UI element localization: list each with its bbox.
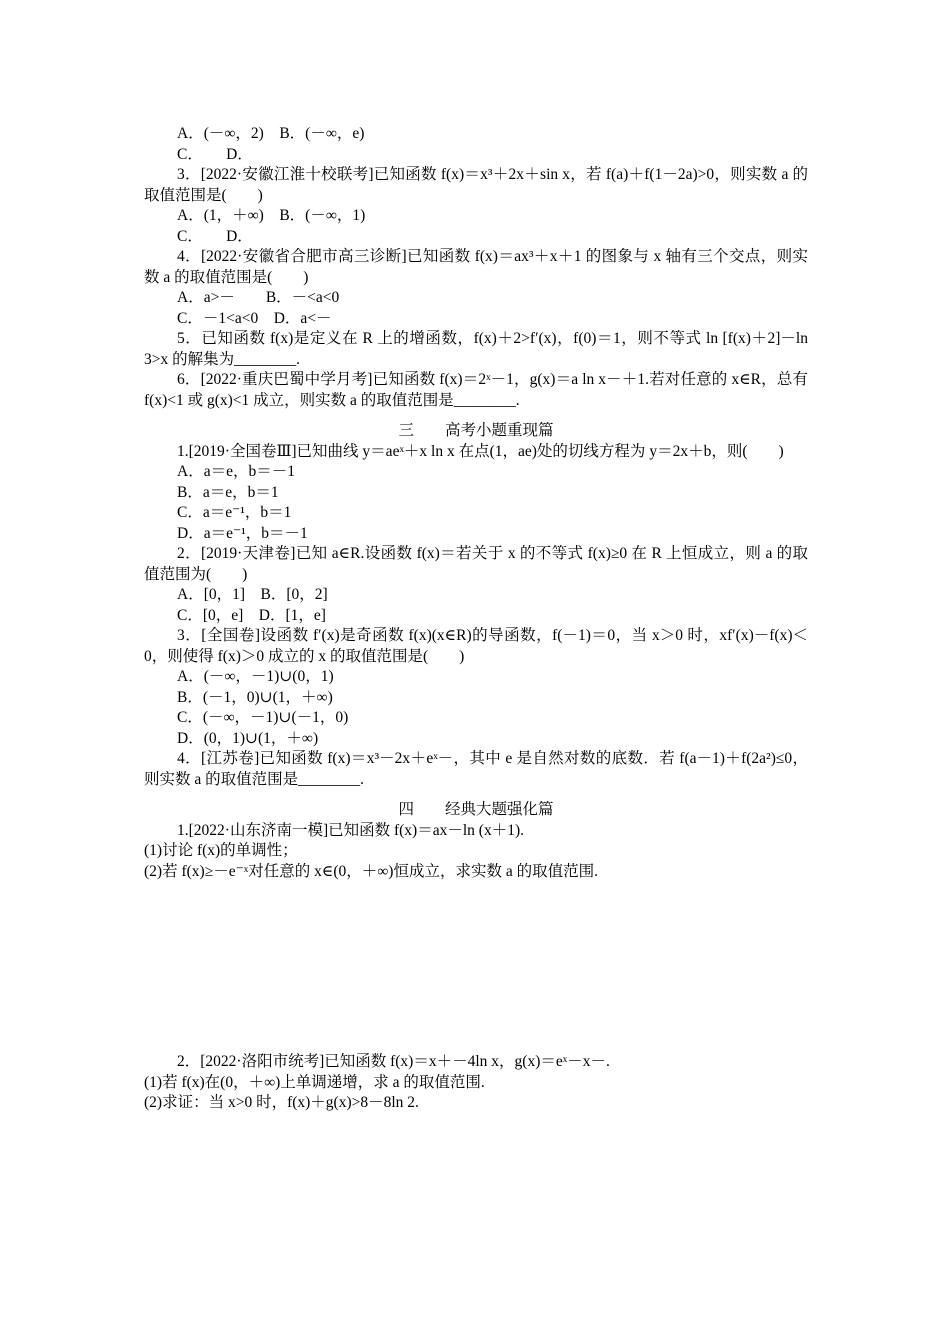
part2-q3-options-ab: A．(1，＋∞) B．(－∞，1) [177,207,366,224]
part2-q4-stem: 4．[2022·安徽省合肥市高三诊断]已知函数 f(x)＝ax³＋x＋1 的图象与 x 轴有三个交点，则实数 a 的取值范围是( ) [144,248,808,286]
part3-q1-option-b: B．a＝e，b＝1 [177,483,279,501]
answer-space [144,882,808,1052]
part4-q2-part2: (2)求证：当 x>0 时，f(x)＋g(x)>8－8ln 2. [144,1094,419,1111]
part3-q3-option-a: A．(－∞，－1)∪(0，1) [177,668,334,685]
part3-q1-option-c: C．a＝e⁻¹，b＝1 [177,504,292,521]
part3-q2-options-cd: C．[0，e] D．[1，e] [177,606,326,624]
part2-q4-options-cd: C．－1<a<0 D．a<－ [177,309,332,327]
part2-q2-options-cd: C． D． [177,145,253,163]
part3-q2-options-ab: A．[0，1] B．[0，2] [177,586,328,603]
section-title-part3: 三 高考小题重现篇 [398,422,554,439]
document-page [144,124,808,1114]
part4-q2-stem: 2．[2022·洛阳市统考]已知函数 f(x)＝x＋－4ln x，g(x)＝eˣ－x－. [177,1053,610,1070]
part3-q1-option-a: A．a＝e，b＝－1 [177,463,295,480]
part2-q6-stem: 6．[2022·重庆巴蜀中学月考]已知函数 f(x)＝2ˣ－1，g(x)＝a ln x－＋1.若对任意的 x∈R，总有 f(x)<1 或 g(x)<1 成立，则实数 a 的取值范围是________. [144,371,808,409]
part4-q2-part1: (1)若 f(x)在(0，＋∞)上单调递增，求 a 的取值范围. [144,1073,485,1091]
part3-q3-option-d: D．(0，1)∪(1，＋∞) [177,729,319,747]
part3-q4-stem: 4．[江苏卷]已知函数 f(x)＝x³－2x＋eˣ－，其中 e 是自然对数的底数．若 f(a－1)＋f(2a²)≤0，则实数 a 的取值范围是________. [144,750,808,788]
part2-q2-options-ab: A．(－∞，2) B．(－∞，e) [177,125,365,142]
part3-q1-stem: 1.[2019·全国卷Ⅲ]已知曲线 y＝aeˣ＋x ln x 在点(1，ae)处的切线方程为 y＝2x＋b，则( ) [177,442,784,460]
part2-q3-stem: 3．[2022·安徽江淮十校联考]已知函数 f(x)＝x³＋2x＋sin x，若 f(a)＋f(1－2a)>0，则实数 a 的取值范围是( ) [144,166,808,204]
part4-q1-part2: (2)若 f(x)≥－e⁻ˣ对任意的 x∈(0，＋∞)恒成立，求实数 a 的取值范围. [144,862,598,880]
part3-q3-stem: 3．[全国卷]设函数 f′(x)是奇函数 f(x)(x∈R)的导函数，f(－1)＝0，当 x＞0 时，xf′(x)－f(x)＜0，则使得 f(x)＞0 成立的 x 的取值范围是( ) [144,627,808,665]
part3-q2-stem: 2．[2019·天津卷]已知 a∈R.设函数 f(x)＝若关于 x 的不等式 f(x)≥0 在 R 上恒成立，则 a 的取值范围为( ) [144,545,808,583]
part2-q4-options-ab: A．a>－ B．－<a<0 [177,289,340,306]
part3-q3-option-b: B．(－1，0)∪(1，＋∞) [177,688,333,706]
section-title-part4: 四 经典大题强化篇 [398,801,554,818]
part4-q1-part1: (1)讨论 f(x)的单调性； [144,842,298,859]
part4-q1-stem: 1.[2022·山东济南一模]已知函数 f(x)＝ax－ln (x＋1). [177,821,524,839]
part2-q5-stem: 5．已知函数 f(x)是定义在 R 上的增函数，f(x)＋2>f′(x)，f(0)＝1，则不等式 ln [f(x)＋2]－ln 3>x 的解集为________. [144,330,808,368]
part3-q3-option-c: C．(－∞，－1)∪(－1，0) [177,709,349,726]
part2-q3-options-cd: C． D． [177,227,253,245]
part3-q1-option-d: D．a＝e⁻¹，b＝－1 [177,524,308,542]
